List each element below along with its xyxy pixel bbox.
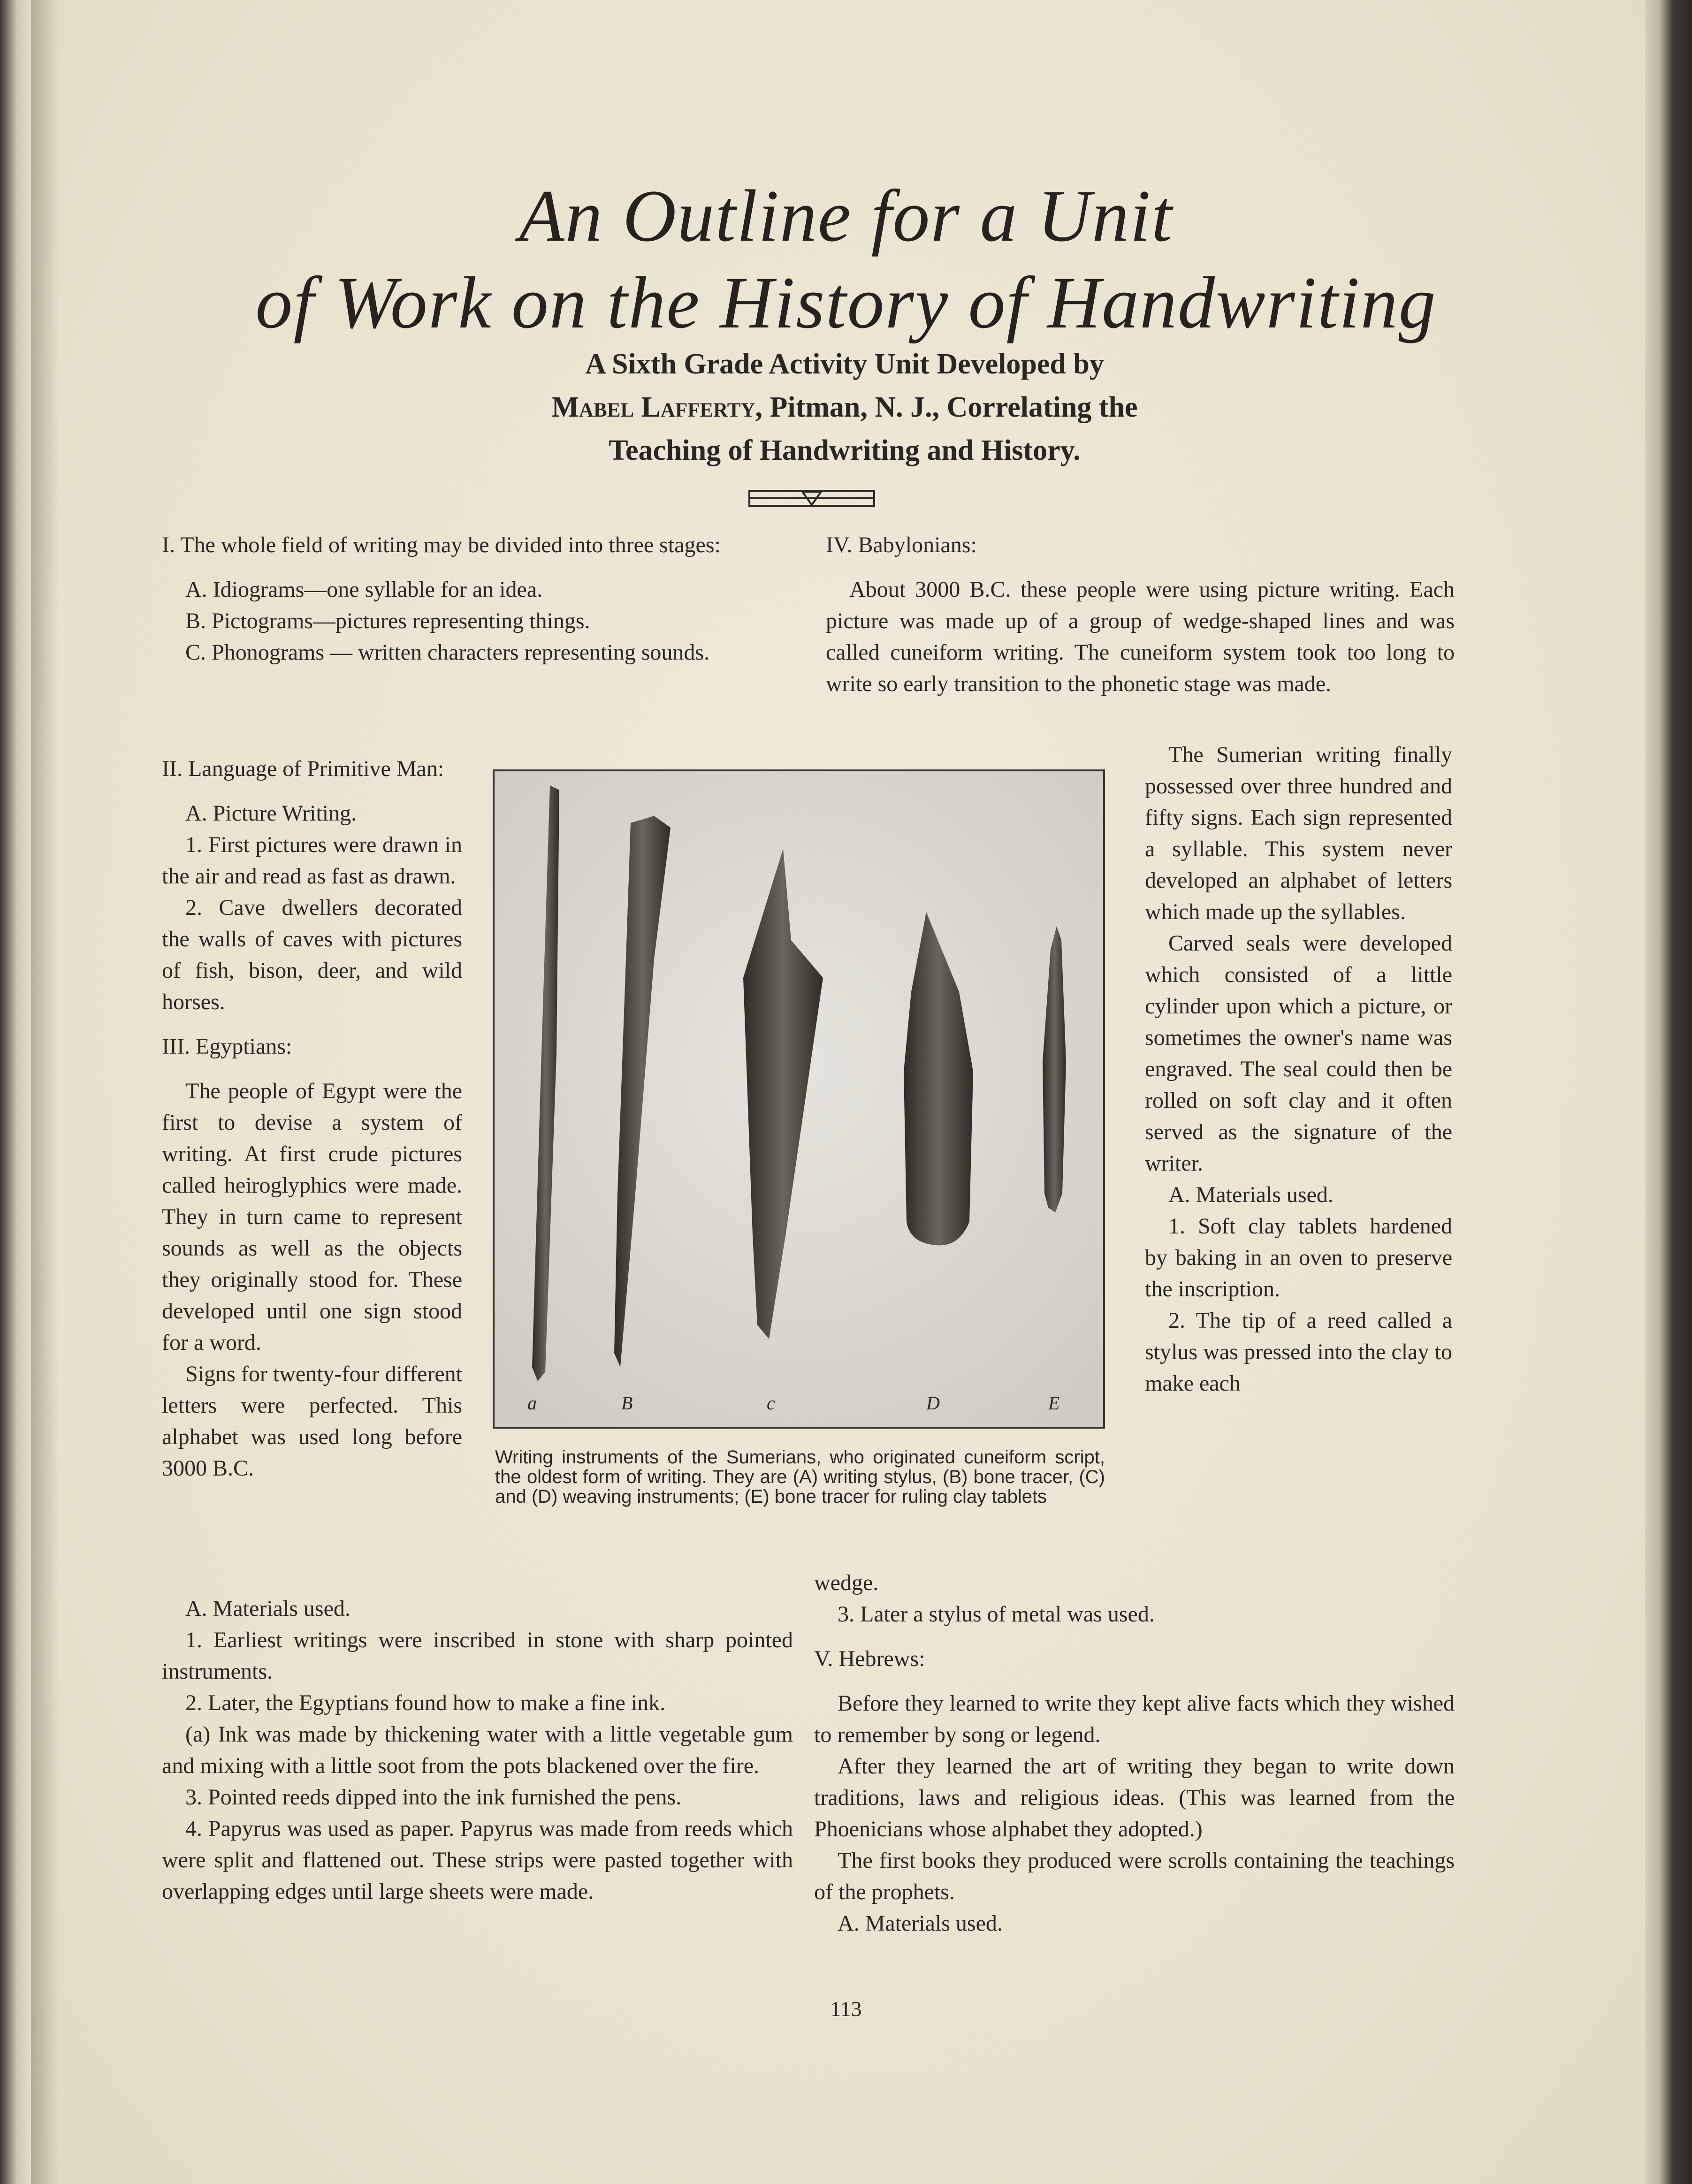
page-number: 113 [830, 1997, 862, 2021]
wedge-continuation: wedge. [814, 1570, 879, 1595]
hebrews-paragraph-3: The first books they produced were scrolls containing the teachings of the prophets. [814, 1848, 1455, 1904]
right-column-mid [1145, 739, 1452, 1399]
babylon-paragraph: About 3000 B.C. these people were using picture writing. Each picture was made up of a group of wedge-shaped lines and was called cuneiform writing. The cuneiform system took too long to write so early transition to the phonetic stage was made. [826, 577, 1455, 696]
title-line-1: An Outline for a Unit [519, 175, 1173, 257]
section-1-heading: I. The whole field of writing may be divided into three stages: [162, 533, 721, 557]
subtitle-line-2 [422, 386, 1267, 429]
egypt-item-1: 1. Earliest writings were inscribed in stone with sharp pointed instruments. [162, 1628, 793, 1684]
subtitle-line-3: Teaching of Handwriting and History. [609, 434, 1081, 466]
section-4-heading: IV. Babylonians: [826, 533, 977, 557]
figure-label-d: D [926, 1393, 940, 1414]
cave-dwellers: 2. Cave dwellers decorated the walls of caves with pictures of fish, bison, deer, and wild horses. [162, 895, 462, 1014]
babylon-item-3: 3. Later a stylus of metal was used. [838, 1602, 1155, 1627]
subtitle-line-2-rest: , Pitman, N. J., Correlating the [755, 391, 1138, 423]
writing-instruments-photo [493, 769, 1105, 1429]
right-column-top [826, 529, 1455, 700]
instruments-illustration [495, 771, 1103, 1427]
sumerian-paragraph: The Sumerian writing finally possessed over three hundred and fifty signs. Each sign represented a syllable. This system never developed an alphabet of letters which made up the syllables. [1145, 742, 1452, 924]
hebrews-paragraph-2: After they learned the art of writing they began to write down traditions, laws and religious ideas. (This was learned from the Phoenicians whose alphabet they adopted.) [814, 1754, 1455, 1842]
section-2-heading: II. Language of Primitive Man: [162, 756, 444, 781]
right-column-bottom [814, 1567, 1455, 1939]
first-pictures: 1. First pictures were drawn in the air and read as fast as drawn. [162, 832, 462, 889]
subtitle-line-1: A Sixth Grade Activity Unit Developed by [585, 348, 1104, 380]
egypt-materials: A. Materials used. [185, 1596, 351, 1621]
subtitle [422, 342, 1267, 472]
stage-c: C. Phonograms — written characters representing sounds. [185, 640, 710, 665]
figure-label-b: B [621, 1393, 633, 1414]
ornament-divider [748, 488, 875, 509]
stage-a: A. Idiograms—one syllable for an idea. [185, 577, 543, 602]
babylon-materials: A. Materials used. [1168, 1182, 1334, 1207]
egypt-paragraph: The people of Egypt were the first to devise a system of writing. At first crude pictures called heiroglyphics were made. They in turn came to represent sounds as well as the objects they originally stood for. These developed until one sign stood for a word. [162, 1079, 462, 1355]
left-column-bottom [162, 1593, 793, 1907]
babylon-item-1: 1. Soft clay tablets hardened by baking in an oven to preserve the inscription. [1145, 1214, 1452, 1301]
section-3-heading: III. Egyptians: [162, 1034, 292, 1059]
signs-paragraph: Signs for twenty-four different letters were perfected. This alphabet was used long before 3000 B.C. [162, 1362, 462, 1481]
hebrews-paragraph-1: Before they learned to write they kept alive facts which they wished to remember by song or legend. [814, 1691, 1455, 1747]
hebrews-materials: A. Materials used. [838, 1911, 1003, 1936]
picture-writing: A. Picture Writing. [185, 801, 357, 826]
left-column-mid [162, 753, 462, 1484]
egypt-item-2a: (a) Ink was made by thickening water with a little vegetable gum and mixing with a little soot from the pots blackened over the fire. [162, 1722, 793, 1778]
left-column-top [162, 529, 793, 668]
egypt-item-3: 3. Pointed reeds dipped into the ink furnished the pens. [185, 1785, 682, 1810]
figure-caption: Writing instruments of the Sumerians, who originated cuneiform script, the oldest form of writing. They are (A) writing stylus, (B) bone tracer, (C) and (D) weaving instruments; (E) bone tracer for ruling clay tablets [495, 1447, 1105, 1507]
figure-label-a: a [527, 1393, 537, 1414]
seals-paragraph: Carved seals were developed which consisted of a little cylinder upon which a picture, or sometimes the owner's name was engraved. The seal could then be rolled on soft clay and it often served as the signature of the writer. [1145, 931, 1452, 1176]
egypt-item-2: 2. Later, the Egyptians found how to make a fine ink. [185, 1690, 666, 1715]
section-5-heading: V. Hebrews: [814, 1646, 925, 1671]
title-line-2: of Work on the History of Handwriting [255, 262, 1437, 344]
stage-b: B. Pictograms—pictures representing things. [185, 609, 590, 633]
figure-label-e: E [1048, 1393, 1060, 1414]
author-name: Mabel Lafferty [551, 391, 755, 423]
egypt-item-4: 4. Papyrus was used as paper. Papyrus was made from reeds which were split and flattened out. These strips were pasted together with overlapping edges until large sheets were made. [162, 1816, 793, 1904]
figure-label-c: c [767, 1393, 775, 1414]
babylon-item-2: 2. The tip of a reed called a stylus was pressed into the clay to make each [1145, 1308, 1452, 1396]
